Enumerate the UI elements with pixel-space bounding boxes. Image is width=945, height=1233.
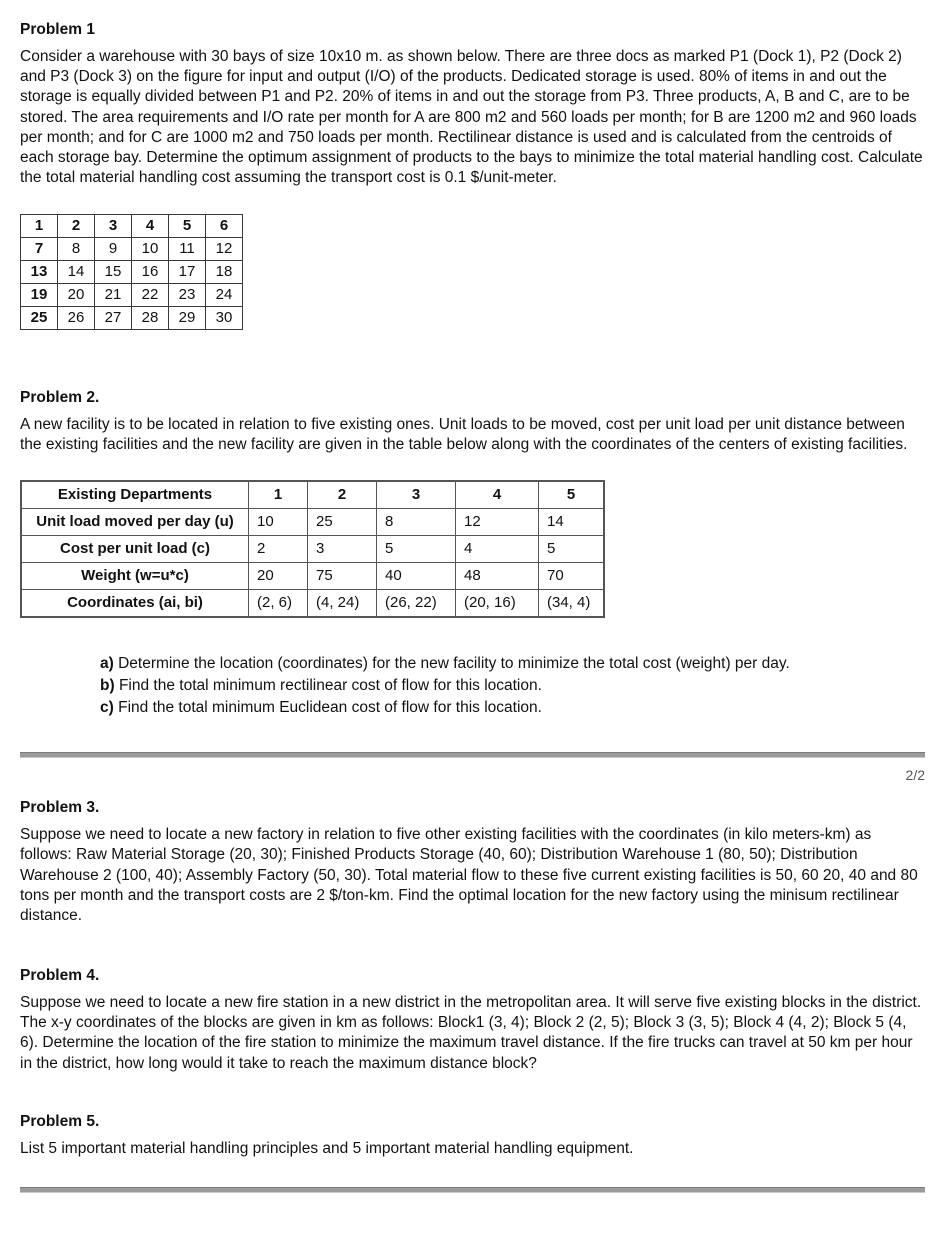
table-row bbox=[21, 261, 243, 284]
column-header: 4 bbox=[456, 481, 539, 509]
problem-2-section bbox=[20, 388, 925, 718]
table-cell: (4, 24) bbox=[308, 589, 377, 617]
bay-cell: 12 bbox=[206, 238, 243, 261]
problem-3-body: Suppose we need to locate a new factory in relation to five other existing facilities with the coordinates (in kilo meters-km) as follows: Raw Material Storage (20, 30); Finished Products Storage (40, 60); Distribution Warehouse 1 (80, 50); Distribution Warehouse 2 (100, 40); Assembly Factory (50, 30). Total material flow to these five current existing facilities is 50, 60 20, 40 and 80 tons per month and the transport costs are 2 $/ton-km. Find the optimal location for the new factory using the minisum rectilinear distance. bbox=[20, 826, 918, 924]
problem-3-section bbox=[20, 798, 925, 926]
question-label: a) bbox=[100, 654, 114, 672]
table-cell: 75 bbox=[308, 562, 377, 589]
bay-cell: 29 bbox=[169, 307, 206, 330]
problem-4-body: Suppose we need to locate a new fire station in a new district in the metropolitan area. It will serve five existing blocks in the district. The x-y coordinates of the blocks are given in km as follows: Block1 (3, 4); Block 2 (2, 5); Block 3 (3, 5); Block 4 (4, 2); Block 5 (4, 6). Determine the location of the fire station to minimize the maximum travel distance. If the fire trucks can travel at 50 km per hour in the district, how long would it take to reach the maximum distance block? bbox=[20, 994, 922, 1072]
bay-cell: 2 bbox=[58, 215, 95, 238]
table-row bbox=[21, 535, 604, 562]
column-header: Existing Departments bbox=[21, 481, 249, 509]
bay-cell: 8 bbox=[58, 238, 95, 261]
bay-cell: 4 bbox=[132, 215, 169, 238]
problem-3-title: Problem 3. bbox=[20, 799, 100, 817]
bay-cell: 27 bbox=[95, 307, 132, 330]
table-row bbox=[21, 508, 604, 535]
table-cell: (2, 6) bbox=[249, 589, 308, 617]
bay-cell: 11 bbox=[169, 238, 206, 261]
table-cell: 8 bbox=[377, 508, 456, 535]
table-cell: 4 bbox=[456, 535, 539, 562]
question-text: Find the total minimum rectilinear cost of flow for this location. bbox=[118, 676, 542, 694]
bay-cell: 17 bbox=[169, 261, 206, 284]
table-cell: 5 bbox=[377, 535, 456, 562]
bay-cell: 13 bbox=[21, 261, 58, 284]
bay-cell: 10 bbox=[132, 238, 169, 261]
row-header: Coordinates (ai, bi) bbox=[21, 589, 249, 617]
problem-1-section bbox=[20, 20, 925, 330]
warehouse-bay-grid-table bbox=[20, 214, 243, 330]
bottom-divider bbox=[20, 1187, 925, 1193]
row-header: Unit load moved per day (u) bbox=[21, 508, 249, 535]
table-cell: 20 bbox=[249, 562, 308, 589]
bay-cell: 20 bbox=[58, 284, 95, 307]
table-cell: 5 bbox=[539, 535, 605, 562]
table-cell: 3 bbox=[308, 535, 377, 562]
question-text: Find the total minimum Euclidean cost of flow for this location. bbox=[118, 698, 542, 716]
bay-cell: 14 bbox=[58, 261, 95, 284]
table-header-row bbox=[21, 481, 604, 509]
column-header: 5 bbox=[539, 481, 605, 509]
table-cell: 14 bbox=[539, 508, 605, 535]
problem-2-body: A new facility is to be located in relation to five existing ones. Unit loads to be moved, cost per unit load per unit distance between the existing facilities and the new facility are given in the table below along with the coordinates of the centers of existing facilities. bbox=[20, 416, 908, 454]
bay-cell: 16 bbox=[132, 261, 169, 284]
table-cell: 12 bbox=[456, 508, 539, 535]
bay-cell: 18 bbox=[206, 261, 243, 284]
problem-4-section bbox=[20, 966, 925, 1074]
table-cell: 70 bbox=[539, 562, 605, 589]
table-row bbox=[21, 562, 604, 589]
bay-cell: 7 bbox=[21, 238, 58, 261]
bay-cell: 25 bbox=[21, 307, 58, 330]
table-row bbox=[21, 589, 604, 617]
bay-cell: 24 bbox=[206, 284, 243, 307]
table-row bbox=[21, 307, 243, 330]
table-cell: (34, 4) bbox=[539, 589, 605, 617]
table-cell: 40 bbox=[377, 562, 456, 589]
existing-departments-table bbox=[20, 480, 605, 618]
bay-cell: 28 bbox=[132, 307, 169, 330]
bay-cell: 1 bbox=[21, 215, 58, 238]
bay-cell: 15 bbox=[95, 261, 132, 284]
table-cell: 10 bbox=[249, 508, 308, 535]
problem-5-title: Problem 5. bbox=[20, 1112, 100, 1130]
question-b bbox=[100, 676, 925, 696]
table-cell: 25 bbox=[308, 508, 377, 535]
column-header: 1 bbox=[249, 481, 308, 509]
problem-5-body: List 5 important material handling principles and 5 important material handling equipment. bbox=[20, 1139, 634, 1157]
bay-cell: 6 bbox=[206, 215, 243, 238]
bay-cell: 30 bbox=[206, 307, 243, 330]
bay-cell: 3 bbox=[95, 215, 132, 238]
table-cell: (26, 22) bbox=[377, 589, 456, 617]
problem-2-questions bbox=[100, 654, 925, 718]
page-number: 2/2 bbox=[905, 766, 925, 783]
page-divider bbox=[20, 752, 925, 758]
problem-2-title: Problem 2. bbox=[20, 389, 100, 407]
table-cell: (20, 16) bbox=[456, 589, 539, 617]
question-a bbox=[100, 654, 925, 674]
row-header: Weight (w=u*c) bbox=[21, 562, 249, 589]
bay-cell: 9 bbox=[95, 238, 132, 261]
bay-cell: 19 bbox=[21, 284, 58, 307]
bay-cell: 22 bbox=[132, 284, 169, 307]
question-c bbox=[100, 698, 925, 718]
problem-1-title: Problem 1 bbox=[20, 21, 95, 38]
table-row bbox=[21, 215, 243, 238]
bay-cell: 21 bbox=[95, 284, 132, 307]
problem-4-title: Problem 4. bbox=[20, 967, 100, 984]
question-text: Determine the location (coordinates) for the new facility to minimize the total cost (weight) per day. bbox=[118, 654, 790, 672]
problem-5-section bbox=[20, 1112, 925, 1159]
problem-1-body: Consider a warehouse with 30 bays of size 10x10 m. as shown below. There are three docs as marked P1 (Dock 1), P2 (Dock 2) and P3 (Dock 3) on the figure for input and output (I/O) of the products. Dedicated storage is used. 80% of items in and out the storage is equally divided between P1 and P2. 20% of items in and out the storage from P3. Three products, A, B and C, are to be stored. The area requirements and I/O rate per month for A are 800 m2 and 560 loads per month; for B are 1200 m2 and 960 loads per month; and for C are 1000 m2 and 750 loads per month. Rectilinear distance is used and is calculated from the centroids of each storage bay. Determine the optimum assignment of products to the bays to minimize the total material handling cost. Calculate the total material handling cost assuming the transport cost is 0.1 $/unit-meter. bbox=[20, 48, 923, 186]
question-label: b) bbox=[100, 676, 115, 694]
bay-cell: 5 bbox=[169, 215, 206, 238]
column-header: 2 bbox=[308, 481, 377, 509]
row-header: Cost per unit load (c) bbox=[21, 535, 249, 562]
table-row bbox=[21, 238, 243, 261]
question-label: c) bbox=[100, 698, 114, 716]
table-row bbox=[21, 284, 243, 307]
bay-cell: 26 bbox=[58, 307, 95, 330]
table-cell: 2 bbox=[249, 535, 308, 562]
table-cell: 48 bbox=[456, 562, 539, 589]
column-header: 3 bbox=[377, 481, 456, 509]
bay-cell: 23 bbox=[169, 284, 206, 307]
